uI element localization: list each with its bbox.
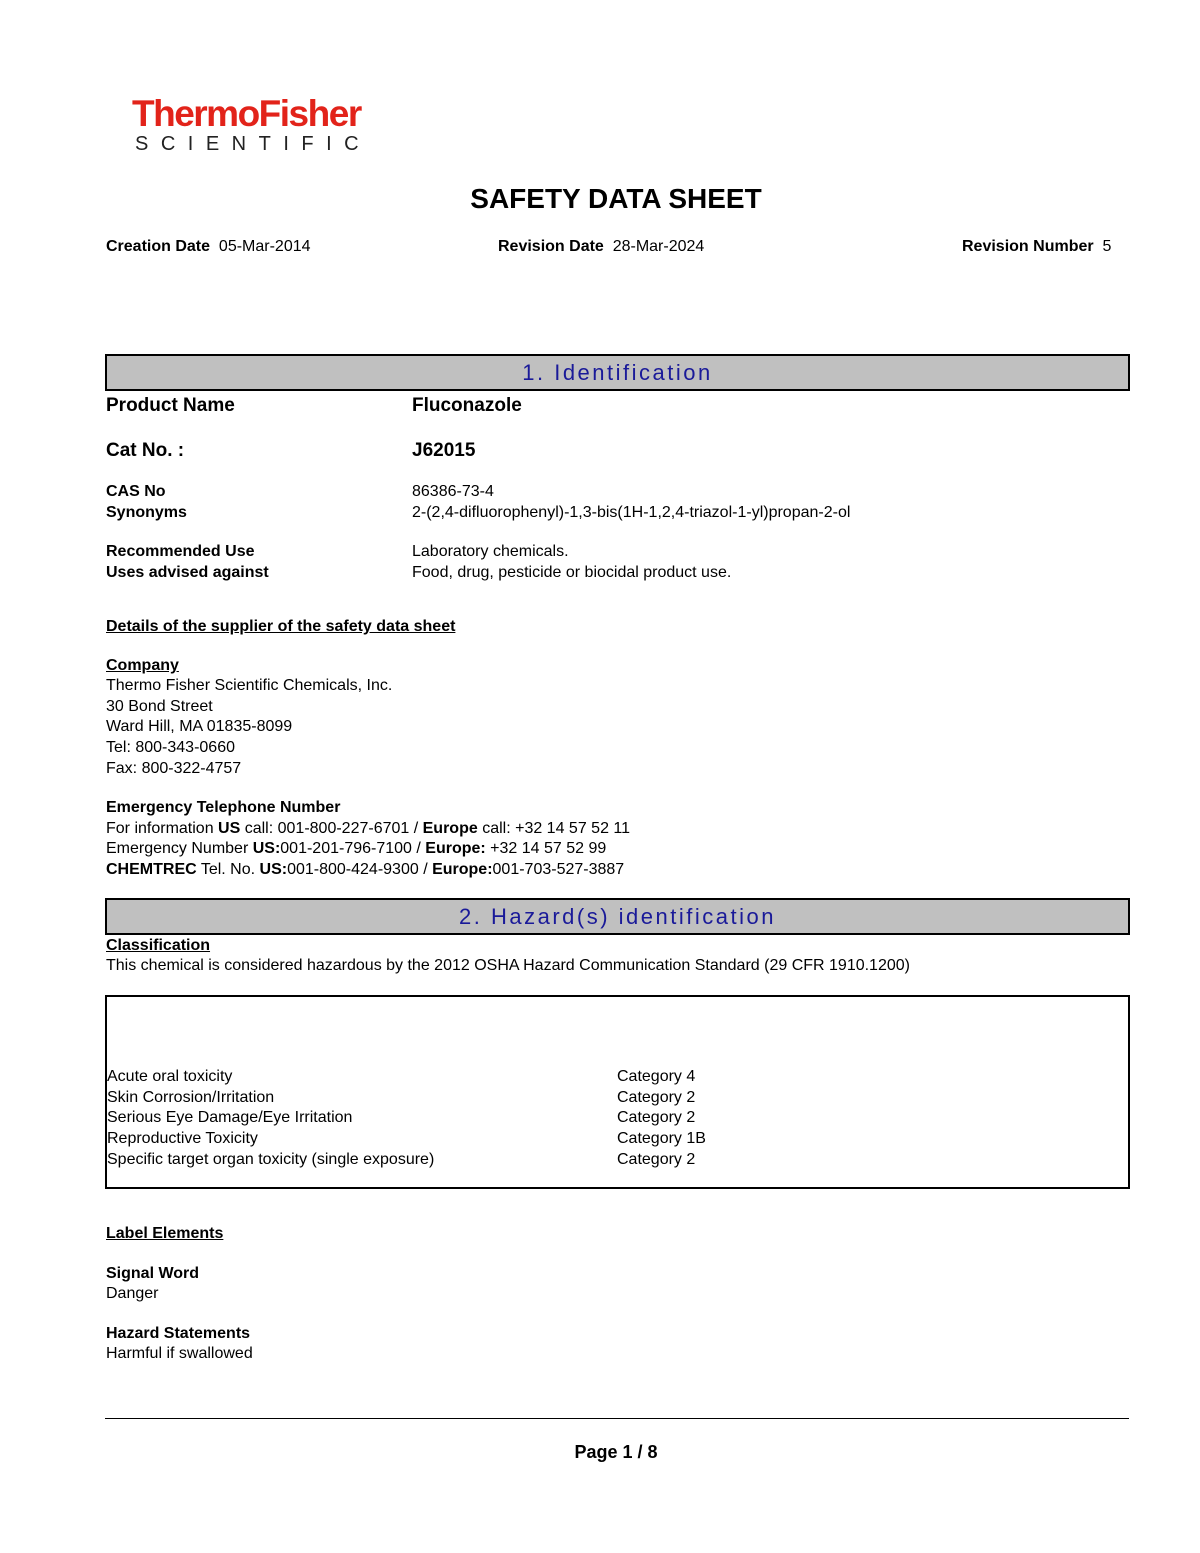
company-line: Tel: 800-343-0660 [106, 739, 235, 757]
company-line: 30 Bond Street [106, 697, 213, 715]
revision-date-label: Revision Date [498, 238, 604, 255]
revision-number-label: Revision Number [962, 238, 1094, 255]
emergency-line-2 [106, 839, 606, 860]
product-name-label: Product Name [106, 395, 235, 416]
hazard-category: Category 1B [617, 1130, 706, 1148]
emergency-text: Emergency Number [106, 840, 253, 857]
company-block [106, 676, 392, 780]
document-title: SAFETY DATA SHEET [470, 183, 762, 214]
hazard-name: Skin Corrosion/Irritation [107, 1088, 275, 1106]
hazard-name: Acute oral toxicity [107, 1068, 233, 1085]
emergency-text: Europe: [432, 861, 493, 878]
section-2-heading: 2. Hazard(s) identification [105, 898, 1130, 935]
emergency-text: Europe: [425, 840, 486, 857]
hazard-names [107, 1067, 434, 1171]
hazard-statement: Harmful if swallowed [106, 1345, 253, 1362]
emergency-text: US: [252, 840, 281, 857]
revision-number-value: 5 [1102, 238, 1112, 255]
emergency-text: US: [259, 861, 288, 878]
company-heading: Company [106, 657, 179, 674]
company-line: Ward Hill, MA 01835-8099 [106, 718, 293, 736]
emergency-text: +32 14 57 52 99 [485, 840, 607, 857]
emergency-text: US [218, 820, 241, 837]
hazard-categories [617, 1067, 706, 1171]
hazard-category: Category 2 [617, 1088, 696, 1106]
hazard-name: Serious Eye Damage/Eye Irritation [107, 1109, 353, 1127]
revision-date-value: 28-Mar-2024 [612, 238, 705, 255]
creation-date [106, 237, 311, 257]
company-line: Thermo Fisher Scientific Chemicals, Inc. [106, 677, 393, 694]
revision-number [962, 237, 1111, 257]
hazard-category: Category 4 [617, 1068, 696, 1085]
creation-date-label: Creation Date [106, 238, 211, 255]
emergency-text: CHEMTREC [106, 861, 197, 878]
uses-advised-against-value: Food, drug, pesticide or biocidal product use. [412, 564, 732, 581]
emergency-text: call: 001-800-227-6701 / [240, 820, 423, 837]
synonyms-label: Synonyms [106, 504, 187, 521]
logo-thermofisher: ThermoFisher [132, 93, 361, 134]
uses-advised-against-label: Uses advised against [106, 564, 269, 581]
emergency-heading: Emergency Telephone Number [106, 799, 341, 816]
recommended-use-value: Laboratory chemicals. [412, 543, 569, 560]
emergency-line-1 [106, 819, 630, 840]
hazard-category: Category 2 [617, 1109, 696, 1127]
cat-no-value: J62015 [412, 440, 476, 461]
hazard-name: Reproductive Toxicity [107, 1130, 258, 1148]
recommended-use-label: Recommended Use [106, 543, 255, 560]
emergency-line-3 [106, 860, 624, 881]
emergency-text: Europe [422, 820, 478, 837]
product-name-value: Fluconazole [412, 395, 522, 416]
creation-date-value: 05-Mar-2014 [218, 238, 311, 255]
signal-word-label: Signal Word [106, 1265, 200, 1282]
emergency-text: Tel. No. [196, 861, 260, 878]
cas-no-label: CAS No [106, 483, 166, 500]
footer-divider [105, 1418, 1129, 1419]
emergency-text: 001-201-796-7100 / [280, 840, 426, 857]
hazard-category: Category 2 [617, 1150, 696, 1168]
signal-word-value: Danger [106, 1285, 159, 1302]
revision-date [498, 237, 704, 257]
hazard-statements-label: Hazard Statements [106, 1325, 251, 1342]
logo-scientific: SCIENTIFIC [135, 133, 372, 155]
section-1-heading: 1. Identification [105, 354, 1130, 391]
company-line: Fax: 800-322-4757 [106, 759, 242, 777]
hazard-name: Specific target organ toxicity (single exposure) [107, 1150, 435, 1168]
label-elements-heading: Label Elements [106, 1225, 224, 1242]
emergency-text: call: +32 14 57 52 11 [477, 820, 631, 837]
cas-no-value: 86386-73-4 [412, 483, 494, 500]
emergency-text: 001-703-527-3887 [492, 861, 625, 878]
classification-heading: Classification [106, 937, 211, 954]
emergency-text: 001-800-424-9300 / [287, 861, 433, 878]
supplier-details-heading: Details of the supplier of the safety data sheet [106, 618, 456, 635]
emergency-text: For information [106, 820, 219, 837]
cat-no-label: Cat No. : [106, 440, 185, 461]
synonyms-value: 2-(2,4-difluorophenyl)-1,3-bis(1H-1,2,4-triazol-1-yl)propan-2-ol [412, 504, 851, 521]
page-number: Page 1 / 8 [574, 1442, 658, 1462]
classification-text: This chemical is considered hazardous by the 2012 OSHA Hazard Communication Standard (29 CFR 1910.1200) [106, 957, 910, 974]
